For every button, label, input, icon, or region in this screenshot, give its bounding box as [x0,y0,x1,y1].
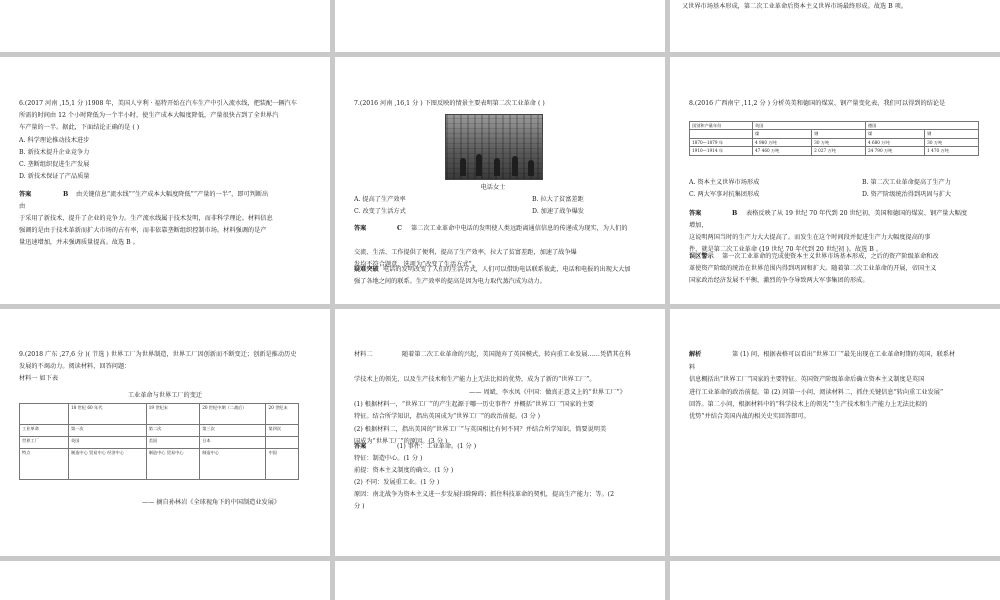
answer-text: 第二次工业革命中电话的发明使人类远距离通信信息的传递成为现实，为人们的 [411,225,628,232]
sub-question: (2) 根据材料二，指出美国的“世界工厂”与英国相比有何不同？并结合所学知识，简要说明美 [354,426,607,433]
question-text: 7.(2016 河南 ,16,1 分 ) 下图反映的情景主要表明第二次工业革命 ( ) [354,100,545,107]
slide-question-6 [0,57,330,304]
slide-bottom-middle [335,561,665,600]
analysis-text: 第 (1) 问，根据表格可以看出“世界工厂”最先出现在工业革命时期的英国，联系材 [732,351,956,358]
answer-value: C [397,225,402,232]
question-text: 发展的不竭动力。阅读材料，回答问题： [19,363,131,370]
table-cell: 2 027 万吨 [812,147,866,155]
table-row [20,425,299,437]
question-text: 6.(2017 河南 ,15,1 分 )1908 年，美国人亨利 · 福特开始在汽车生产中引入流水线，把装配一辆汽车 [19,100,297,107]
table-cell: 1 470 万吨 [925,147,979,155]
slide-top-right [670,0,1000,52]
material-text: 学技术上的领先，以及生产技术和生产能力上无法比拟的优势，成为了新的“世界工厂”。 [354,376,596,383]
world-factory-table [19,403,299,480]
sub-question: 国成为“世界工厂”的原因。(3 分 ) [354,438,448,445]
material-label: 材料一 如下表 [19,375,59,382]
warning-text: 第一次工业革命的完成使资本主义世界市场基本形成，之后的资产阶级革命和改 [722,253,939,260]
analysis-label: 解析 [689,351,702,358]
analysis-text: 进行工业革命的政治前提。第 (2) 问第一小问，阅读材料二，抓住关键信息“转向重工业发展” [689,389,944,396]
table-cell: 煤 [865,130,924,138]
answer-text: (2) 不同：发展重工业。(1 分 ) [354,479,440,486]
table-cell: 英国 [69,437,147,449]
table-cell: 第二次 [146,425,199,437]
table-cell: 47 460 万吨 [753,147,812,155]
answer-text: 件，就是第二次工业革命 (19 世纪 70 年代到 20 世纪初 )。故选 B 。 [689,246,883,253]
table-cell: 制造中心 贸易中心 经济中心 [69,449,147,480]
coal-steel-table [689,121,979,156]
warning-text: 国家政治经济发展不平衡，激烈的争夺导致两大军事集团的形成。 [689,277,869,284]
table-cell: 第一次 [69,425,147,437]
table-cell: 20 世纪中期（二战后） [200,404,266,425]
answer-value: B [63,191,69,198]
answer-text: (1) 事件：工业革命。(1 分 ) [397,443,477,450]
answer-text: 由 [19,203,26,210]
table-cell: 世界工厂 [20,437,69,449]
question-text: 9.(2018 广东 ,27,6 分 )( 节选 ) 世界工厂为世界制造，世界工厂因创新而不断变迁；创新是推动历史 [19,351,297,358]
answer-text: 发均不符合题意，选项为“改变了生活方式”。 [354,261,478,268]
table-cell: 国别和产量年份 [690,122,753,130]
option-d: D. 新技术保证了产品质量 [19,173,90,180]
table-cell: 工业革命 [20,425,69,437]
table-cell: 1910—1914 年 [690,147,753,155]
table-title: 工业革命与世界工厂的变迁 [127,392,203,399]
answer-value: B [732,210,738,217]
table-row [690,147,979,155]
table-cell: 制造中心 [200,449,266,480]
option-a: A. 提高了生产效率 [354,196,406,203]
table-cell [690,130,753,138]
table-cell: 4 980 万吨 [753,138,812,146]
table-cell: 第三次 [200,425,266,437]
table-row [690,130,979,138]
answer-text: 于采用了新技术，提升了企业的竞争力。生产流水线属于技术发明，而非科学理论。材料信息 [19,215,273,222]
table-row [690,122,979,130]
table-row [20,404,299,425]
sub-question: 特征。结合所学知识，指出英国成为“世界工厂”的政治前提。(3 分 ) [354,413,541,420]
sub-question: (1) 根据材料一，“世界工厂”的产生起源于哪一历史事件？并概括“世界工厂”国家的主要 [354,401,594,408]
table-cell: 4 680 万吨 [865,138,924,146]
table-cell: 30 万吨 [812,138,866,146]
table-cell: 30 万吨 [925,138,979,146]
table-cell: 煤 [753,130,812,138]
table-cell: 19 世纪末 [146,404,199,425]
answer-text: 原因：南北战争为资本主义进一步发展扫除障碍；抓住科技革命的契机，提高生产能力；等。(2 [354,491,615,498]
answer-text: 这说明两国当时的生产力大大提高了。而发生在这个时间段并促进生产力大幅度提高的事 [689,234,931,241]
slide-bottom-left [0,561,330,600]
table-cell: 制造中心 贸易中心 [146,449,199,480]
option-b: B. 新技术提升企业竞争力 [19,149,90,156]
table-cell: 英国 [753,122,866,130]
material-text: 随着第二次工业革命的兴起，美国抛弃了英国模式，转向重工业发展……凭借其在科 [402,351,631,358]
answer-label: 答案 [354,443,367,450]
answer-text: 特征：制造中心。(1 分 ) [354,455,423,462]
table-cell: 24 790 万吨 [865,147,924,155]
slide-text: 又世界市场基本形成，第二次工业革命后资本主义世界市场最终形成。故选 B 项。 [682,3,908,10]
slide-top-left [0,0,330,52]
option-d: D. 加速了战争爆发 [532,208,584,215]
table-cell: 第四次 [266,425,299,437]
slide-question-9-material-2 [335,309,665,556]
question-text: 车产量的一半。据此，下面结论正确的是 ( ) [19,124,140,131]
analysis-text: 料 [689,364,696,371]
answer-text: 交流、生活、工作提供了便利，提高了生产效率，拉大了贫富差距，加速了战争爆 [354,249,577,256]
table-cell: 德国 [865,122,978,130]
option-a: A. 科学理论推动技术进步 [19,137,90,144]
table-source: —— 摘自孙林岩《全球视角下的中国制造业发展》 [142,499,281,506]
note-text: 强了各地之间的联系。生产效率的提高是因为电力取代蒸汽成为动力。 [354,278,546,285]
answer-label: 答案 [689,210,702,217]
slide-question-8 [670,57,1000,304]
answer-label: 答案 [354,225,367,232]
answer-text: 增加， [689,222,708,229]
question-text: 所需的时间由 12 个小时降低为一个半小时，使生产成本大幅度降低，产量很快占到了全世界汽 [19,112,279,119]
table-cell: 特点 [20,449,69,480]
table-row [690,138,979,146]
table-cell: 中国 [266,449,299,480]
option-c: C. 改变了生活方式 [354,208,406,215]
material-label: 材料二 [354,351,373,358]
material-source: —— 周斌、李水凤《中国：做真正意义上的“世界工厂”》 [469,389,626,396]
note-text: 电话的发明改变了人们的生活方式，人们可以借助电话联系彼此，电话和电报的出现大大加 [383,266,631,273]
table-cell [20,404,69,425]
table-row [20,449,299,480]
slide-analysis [670,309,1000,556]
option-c: C. 两大军事对抗集团形成 [689,191,760,198]
table-cell [266,437,299,449]
table-cell: 美国 [146,437,199,449]
table-cell: 18 世纪 60 年代 [69,404,147,425]
table-cell: 1870—1879 年 [690,138,753,146]
slide-question-7 [335,57,665,304]
answer-text: 表格反映了从 19 世纪 70 年代到 20 世纪初，美国和德国的煤炭、钢产量大幅度 [746,210,968,217]
table-cell: 钢 [812,130,866,138]
option-d: D. 资产阶级统治得到巩固与扩大 [862,191,952,198]
option-c: C. 垄断组织促进生产发展 [19,161,90,168]
table-cell: 20 世纪末 [266,404,299,425]
table-row [20,437,299,449]
telephone-operators-photo [445,114,543,180]
warning-label: 误区警示 [689,253,714,260]
option-a: A. 资本主义世界市场形成 [689,179,760,186]
answer-text: 分 ) [354,503,365,510]
warning-text: 革使资产阶级的统治在世界范围内得到巩固和扩大。随着第二次工业革命的开展，帝国主义 [689,265,937,272]
table-cell: 钢 [925,130,979,138]
option-b: B. 拉大了贫富差距 [532,196,584,203]
answer-text: 强调的是由于技术革新而扩大市场的占有率，而非依靠垄断组织控制市场。材料强调的是产 [19,227,267,234]
answer-text: 由关键信息“流水线”“生产成本大幅度降低”“产量的一半”，即可判断出 [76,191,269,198]
slide-question-9 [0,309,330,556]
note-label: 疑难突破 [354,266,379,273]
analysis-text: 回答。第二小问，根据材料中的“科学技术上的领先”“生产技术和生产能力上无法比拟的 [689,401,928,408]
analysis-text: 优势”并结合美国内战的相关史实回答即可。 [689,413,810,420]
answer-text: 量迅速增加，并未强调质量提高。故选 B 。 [19,239,139,246]
analysis-text: 信息概括出“世界工厂”国家的主要特征。英国资产阶级革命后确立资本主义制度是英国 [689,376,925,383]
answer-label: 答案 [19,191,32,198]
slide-top-middle [335,0,665,52]
answer-text: 前提：资本主义制度的确立。(1 分 ) [354,467,454,474]
slide-bottom-right [670,561,1000,600]
image-caption: 电话女士 [480,184,506,191]
question-text: 8.(2016 广西南宁 ,11,2 分 ) 分析英美和德国的煤炭、钢产量变化表，我们可以得到的结论是 [689,100,946,107]
option-b: B. 第二次工业革命提高了生产力 [862,179,951,186]
table-cell: 日本 [200,437,266,449]
